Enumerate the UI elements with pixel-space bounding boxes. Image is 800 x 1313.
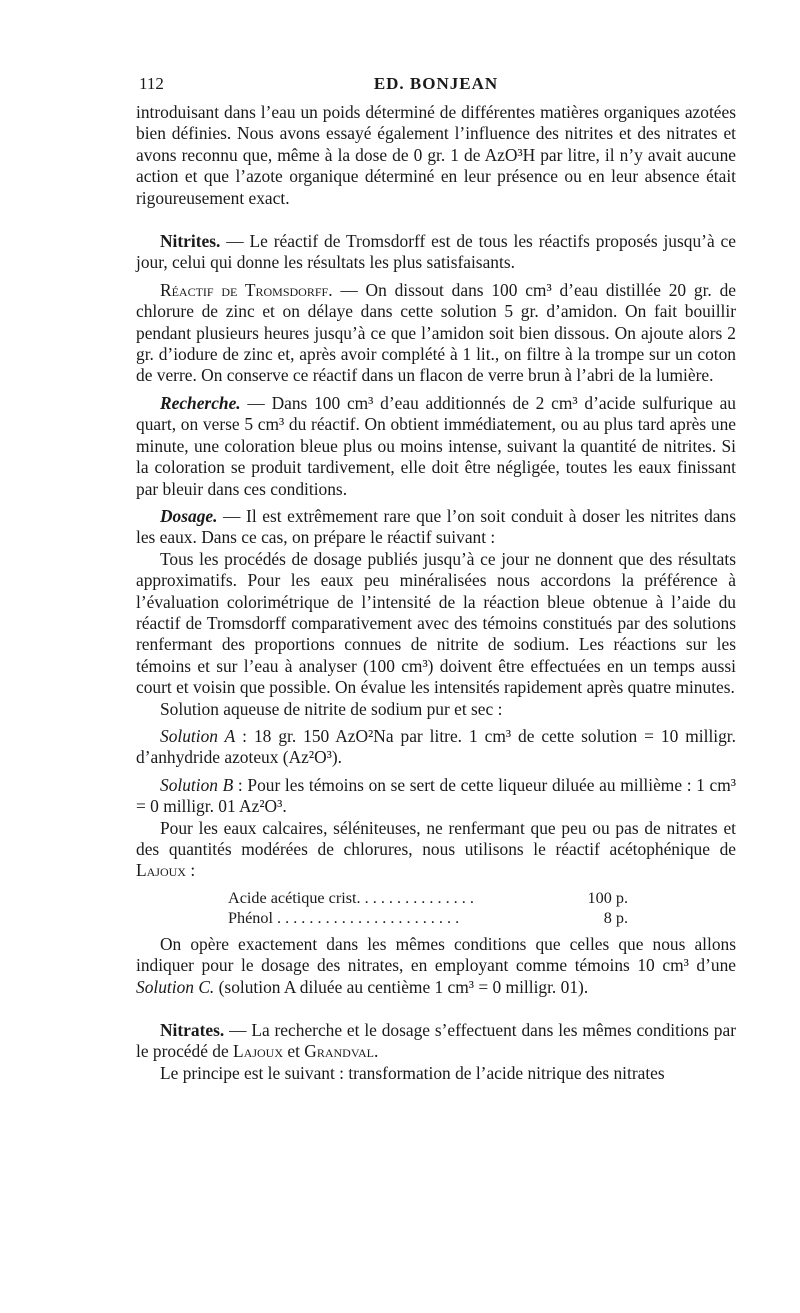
nitrates-heading: Nitrates.: [160, 1020, 225, 1041]
body-text: [136, 102, 736, 882]
running-title: ED. BONJEAN: [373, 74, 499, 93]
page: [136, 74, 736, 1084]
recipe-row: [228, 908, 628, 928]
eaux-calcaires-end: :: [185, 860, 196, 881]
opere-text: On opère exactement dans les mêmes conditions que celles que nous allons indiquer pour le dosage des nitrates, en employant comme témoins 10 cm³ d’une: [136, 933, 736, 976]
recipe-ingredient: Phénol . . . . . . . . . . . . . . . . . . . . . . .: [228, 908, 460, 927]
reagent-recipe: [228, 888, 628, 928]
nitrates-text: — La recherche et le dosage s’effectuent dans les mêmes conditions par le procédé de: [136, 1020, 736, 1062]
procedes-paragraph: Tous les procédés de dosage publiés jusqu’à ce jour ne donnent que des résultats approximatifs. Pour les eaux peu minéralisées nous accordons la préférence à l’évaluation colorimétrique de l’intensité de la réaction bleue obtenue à l’aide du réactif de Tromsdorff comparativement avec des témoins constitués par des solutions renfermant des proportions connues de nitrite de sodium. Les réactions sur les témoins et sur l’eau à analyser (100 cm³) doivent être effectuées en un temps aussi court et voisin que possible. On évalue les intensités rapidement après quatre minutes.: [136, 548, 736, 698]
recherche-text: — Dans 100 cm³ d’eau additionnés de 2 cm³ d’acide sulfurique au quart, on verse 5 cm³ du réactif. On obtient immédiatement, ou au plus tard après une minute, une coloration bleue plus ou moins intense, suivant la quantité de nitrites. Si la coloration se produit tardivement, elle doit être négligée, toutes les eaux finissant par bleuir dans ces conditions.: [136, 392, 736, 499]
recherche-heading: Recherche.: [160, 392, 241, 413]
body-text-continued: [136, 934, 736, 1084]
reactif-heading: Réactif de Tromsdorff.: [160, 279, 333, 300]
nitrates-author-1: Lajoux: [233, 1041, 284, 1062]
solution-a-paragraph: [136, 726, 736, 769]
recipe-row: [228, 888, 628, 908]
solution-aqueuse-line: Solution aqueuse de nitrite de sodium pur et sec :: [160, 698, 503, 719]
recipe-ingredient: Acide acétique crist. . . . . . . . . . . . . . .: [228, 888, 474, 907]
recipe-quantity: 8 p.: [603, 908, 628, 927]
opere-solution: Solution C.: [136, 976, 215, 997]
dosage-paragraph: [136, 506, 736, 549]
intro-paragraph: introduisant dans l’eau un poids déterminé de différentes matières organiques azotées bien définies. Nous avons essayé également l’influence des nitrites et des nitrates et avons reconnu que, même à la dose de 0 gr. 1 de AzO³H par litre, il n’y avait aucune action et que l’azote organique déterminé en leur présence ou en leur absence était rigoureusement exact.: [136, 102, 736, 208]
dosage-heading: Dosage.: [160, 505, 218, 526]
nitrites-heading: Nitrites.: [160, 231, 221, 252]
page-header: [136, 74, 736, 102]
solution-b-text: : Pour les témoins on se sert de cette liqueur diluée au millième : 1 cm³ = 0 milligr. 01 Az²O³.: [136, 774, 736, 817]
solution-b-label: Solution B: [160, 774, 234, 795]
page-number: 112: [139, 74, 164, 93]
nitrates-end: .: [373, 1041, 379, 1062]
opere-paragraph: [136, 934, 736, 998]
nitrates-paragraph: [136, 1020, 736, 1063]
nitrites-text: — Le réactif de Tromsdorff est de tous les réactifs proposés jusqu’à ce jour, celui qui donne les résultats les plus satisfaisants.: [136, 231, 736, 273]
eaux-calcaires-text: Pour les eaux calcaires, séléniteuses, ne renfermant que peu ou pas de nitrates et des quantités modérées de chlorures, nous utilisons le réactif acétophénique de: [136, 817, 736, 859]
solution-a-text: : 18 gr. 150 AzO²Na par litre. 1 cm³ de cette solution = 10 milligr. d’anhydride azoteux (Az²O³).: [136, 725, 736, 768]
recherche-paragraph: [136, 393, 736, 500]
nitrites-paragraph: [136, 231, 736, 274]
dosage-text: — Il est extrêmement rare que l’on soit conduit à doser les nitrites dans les eaux. Dans ce cas, on prépare le réactif suivant :: [136, 505, 736, 548]
eaux-calcaires-author: Lajoux: [136, 860, 186, 881]
nitrates-and: et: [283, 1041, 305, 1062]
eaux-calcaires-paragraph: [136, 818, 736, 882]
solution-a-label: Solution A: [160, 725, 236, 746]
reactif-paragraph: [136, 280, 736, 387]
nitrates-author-2: Grandval: [304, 1041, 374, 1062]
solution-b-paragraph: [136, 775, 736, 818]
principe-paragraph: Le principe est le suivant : transformation de l’acide nitrique des nitrates: [160, 1062, 665, 1083]
recipe-quantity: 100 p.: [587, 888, 628, 907]
reactif-text: — On dissout dans 100 cm³ d’eau distillée 20 gr. de chlorure de zinc et on délaye dans cette solution 5 gr. d’amidon. On fait bouillir pendant plusieurs heures jusqu’à ce que l’amidon soit bien dissous. On ajoute alors 2 gr. d’iodure de zinc et, après avoir complété à 1 lit., on filtre à la trompe sur un coton de verre. On conserve ce réactif dans un flacon de verre brun à l’abri de la lumière.: [136, 279, 736, 386]
opere-end: (solution A diluée au centième 1 cm³ = 0 milligr. 01).: [214, 976, 589, 997]
